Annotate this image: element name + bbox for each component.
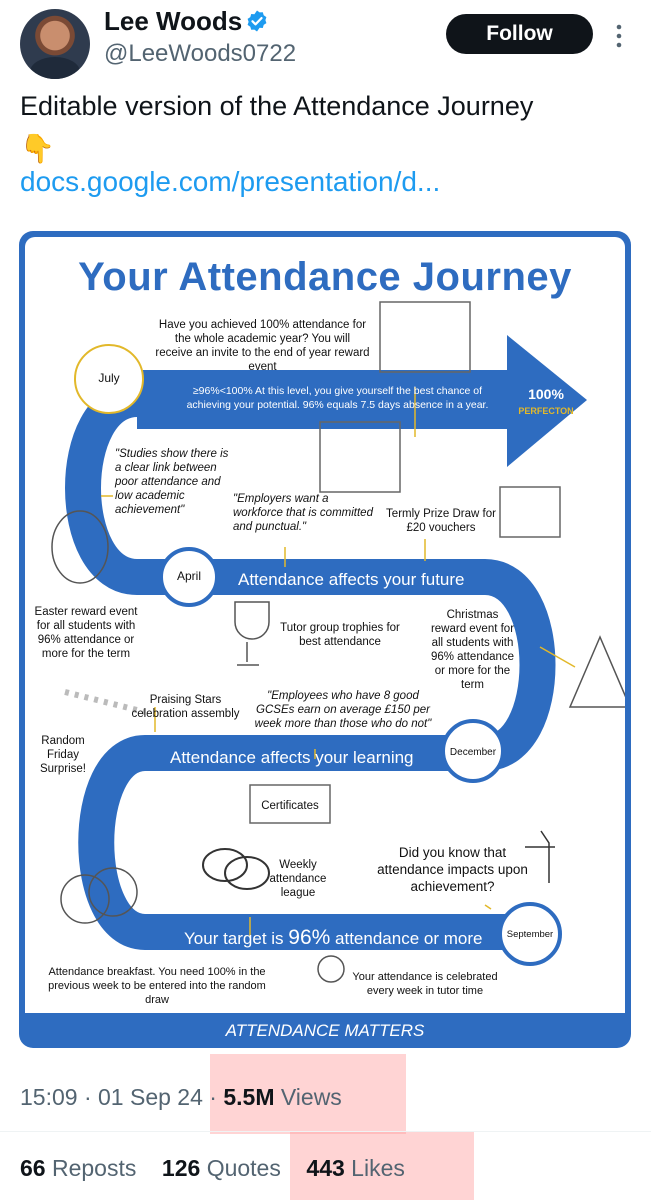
reposts-stat[interactable]: 66 Reposts	[20, 1155, 137, 1181]
poster-footer: ATTENDANCE MATTERS	[225, 1021, 425, 1040]
month-july: July	[98, 371, 120, 385]
tweet-text: Editable version of the Attendance Journey	[20, 91, 534, 121]
road-label-target: Your target is 96% attendance or more	[184, 926, 483, 949]
full-year-text: Have you achieved 100% attendance for the whole academic year? You will receive an invite to the end of year reward event	[155, 319, 370, 373]
avatar[interactable]	[20, 9, 90, 79]
employers-quote: "Employers want a workforce that is committed and punctual."	[233, 493, 373, 533]
random-friday-text: Random Friday Surprise!	[39, 735, 87, 775]
prize-draw-text: Termly Prize Draw for £20 vouchers	[386, 508, 496, 534]
divider	[0, 1131, 651, 1132]
likes-stat[interactable]: 443 Likes	[306, 1155, 405, 1181]
tweet-meta: 15:09 · 01 Sep 24 · 5.5M Views	[20, 1084, 342, 1110]
arrow-text: ≥96%<100% At this level, you give yourself the best chance of achieving your potential. 96% equals 7.5 days absence in a year.	[186, 385, 489, 411]
breakfast-text: Attendance breakfast. You need 100% in the previous week to be entered into the random draw	[48, 966, 266, 1006]
easter-text: Easter reward event for all students with 96% attendance or more for the term	[34, 606, 138, 660]
verified-badge-icon	[245, 9, 269, 33]
praising-stars-text: Praising Stars celebration assembly	[131, 694, 240, 720]
poster-canvas	[25, 237, 625, 1013]
celebrated-text: Your attendance is celebrated every week in tutor time	[352, 971, 498, 997]
tweet-time[interactable]: 15:09	[20, 1084, 78, 1110]
certificates-text: Certificates	[261, 800, 319, 812]
author-handle[interactable]: @LeeWoods0722	[104, 40, 297, 67]
author-name[interactable]: Lee Woods	[104, 6, 243, 36]
month-september: September	[506, 929, 554, 940]
views-label: Views	[280, 1084, 342, 1110]
weekly-league-text: Weekly attendance league	[269, 859, 327, 899]
pointing-down-emoji: 👇	[20, 133, 55, 164]
poster-title: Your Attendance Journey	[78, 255, 572, 299]
month-april: April	[176, 569, 201, 583]
month-december: December	[449, 747, 497, 758]
did-you-know-text: Did you know that attendance impacts upon achievement?	[377, 845, 528, 894]
tweet-link[interactable]: docs.google.com/presentation/d...	[20, 166, 441, 197]
trophies-text: Tutor group trophies for best attendance	[280, 622, 400, 648]
views-count: 5.5M	[223, 1084, 275, 1110]
quotes-stat[interactable]: 126 Quotes	[161, 1155, 281, 1181]
more-options-icon[interactable]	[612, 22, 626, 50]
road-label-learning: Attendance affects your learning	[170, 748, 414, 767]
tweet-stats	[20, 1155, 405, 1182]
follow-button[interactable]: Follow	[446, 14, 593, 54]
arrow-end-sublabel: PERFECTON	[518, 406, 574, 416]
arrow-end-label: 100%	[528, 386, 564, 402]
gcse-quote: "Employees who have 8 good GCSEs earn on average £150 per week more than those who do not"	[254, 690, 432, 730]
attached-image[interactable]	[19, 231, 631, 1048]
christmas-text: Christmas reward event for all students with 96% attendance or more for the term	[430, 609, 515, 691]
tweet-date[interactable]: 01 Sep 24	[98, 1084, 203, 1110]
studies-quote: "Studies show there is a clear link between poor attendance and low academic achievement"	[115, 448, 229, 516]
road-label-future: Attendance affects your future	[238, 570, 465, 589]
